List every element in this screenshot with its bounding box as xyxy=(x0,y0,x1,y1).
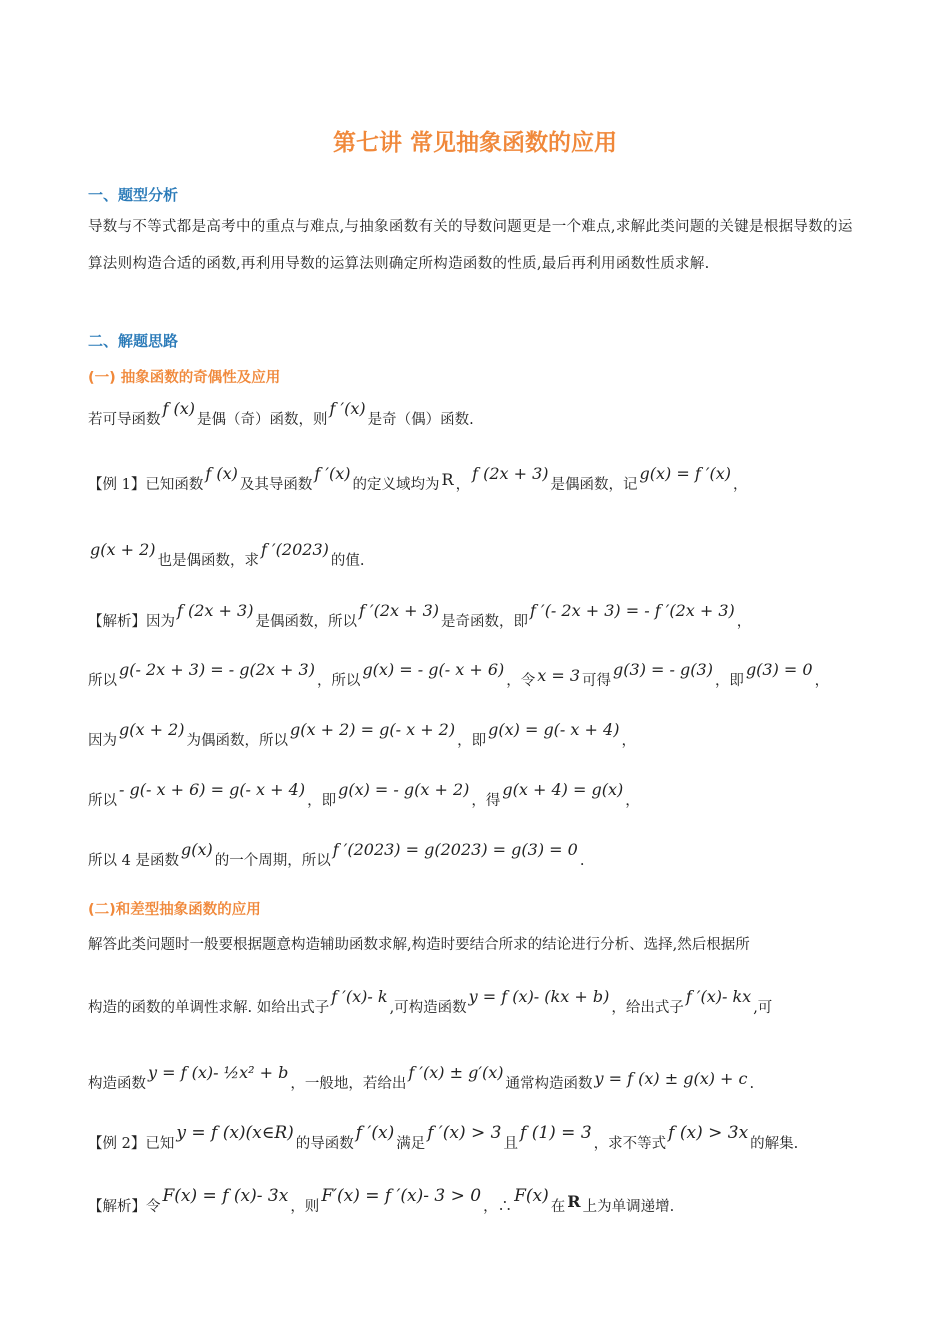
subsection-heading-sum-difference: (二)和差型抽象函数的应用 xyxy=(88,902,261,918)
solution-2: 【解析】令F(x) = f (x)- 3x，则F′(x) = f ′(x)- 3 > 0，∴F(x)在 R 上为单调递增. xyxy=(88,1186,675,1215)
subsection-heading-parity: (一) 抽象函数的奇偶性及应用 xyxy=(88,370,281,386)
sum-diff-paragraph-line-3: 构造函数y = f (x)- ½x² + b，一般地，若给出f ′(x) ± g′(x)通常构造函数 y = f (x) ± g(x) + c . xyxy=(88,1063,755,1092)
solution-1-line-1: 【解析】因为f (2x + 3)是偶函数，所以f ′(2x + 3)是奇函数，即f ′(- 2x + 3) = - f ′(2x + 3)， xyxy=(88,601,752,630)
example-1-line-1: 【例 1】已知函数f (x)及其导函数f ′(x)的定义域均为 R ，f (2x + 3)是偶函数，记g(x) = f ′(x)， xyxy=(88,464,748,493)
section-heading-analysis: 一、题型分析 xyxy=(88,186,179,204)
section-heading-approach: 二、解题思路 xyxy=(88,332,179,350)
page-title: 第七讲 常见抽象函数的应用 xyxy=(332,130,617,156)
solution-1-line-2: 所以g(- 2x + 3) = - g(2x + 3)，所以g(x) = - g(- x + 6)，令 x = 3 可得g(3) = - g(3)，即g(3) = 0， xyxy=(88,660,830,689)
solution-1-line-5: 所以 4 是函数g(x)的一个周期，所以f ′(2023) = g(2023) = g(3) = 0. xyxy=(88,840,585,869)
example-1-line-2: g(x + 2)也是偶函数，求f ′(2023)的值. xyxy=(90,540,365,569)
solution-1-line-4: 所以- g(- x + 6) = g(- x + 4)，即g(x) = - g(x + 2)，得g(x + 4) = g(x)， xyxy=(88,780,640,809)
analysis-paragraph: 导数与不等式都是高考中的重点与难点,与抽象函数有关的导数问题更是一个难点,求解此类问题的关键是根据导数的运算法则构造合适的函数,再利用导数的运算法则确定所构造函数的性质,最后再利用函数性质求解. xyxy=(88,219,853,272)
solution-1-line-3: 因为g(x + 2)为偶函数，所以g(x + 2) = g(- x + 2)，即g(x) = g(- x + 4)， xyxy=(88,720,636,749)
parity-rule: 若可导函数f (x)是偶（奇）函数，则f ′(x)是奇（偶）函数. xyxy=(88,399,474,428)
example-2: 【例 2】已知y = f (x)(x∈R)的导函数f ′(x)满足f ′(x) > 3且f (1) = 3，求不等式f (x) > 3x的解集. xyxy=(88,1123,799,1152)
sum-diff-paragraph-line-2: 构造的函数的单调性求解. 如给出式子f ′(x)- k,可构造函数y = f (x)- (kx + b)，给出式子f ′(x)- kx,可 xyxy=(88,987,773,1016)
sum-diff-paragraph-line-1: 解答此类问题时一般要根据题意构造辅助函数求解,构造时要结合所求的结论进行分析、选择,然后根据所 xyxy=(88,937,750,953)
